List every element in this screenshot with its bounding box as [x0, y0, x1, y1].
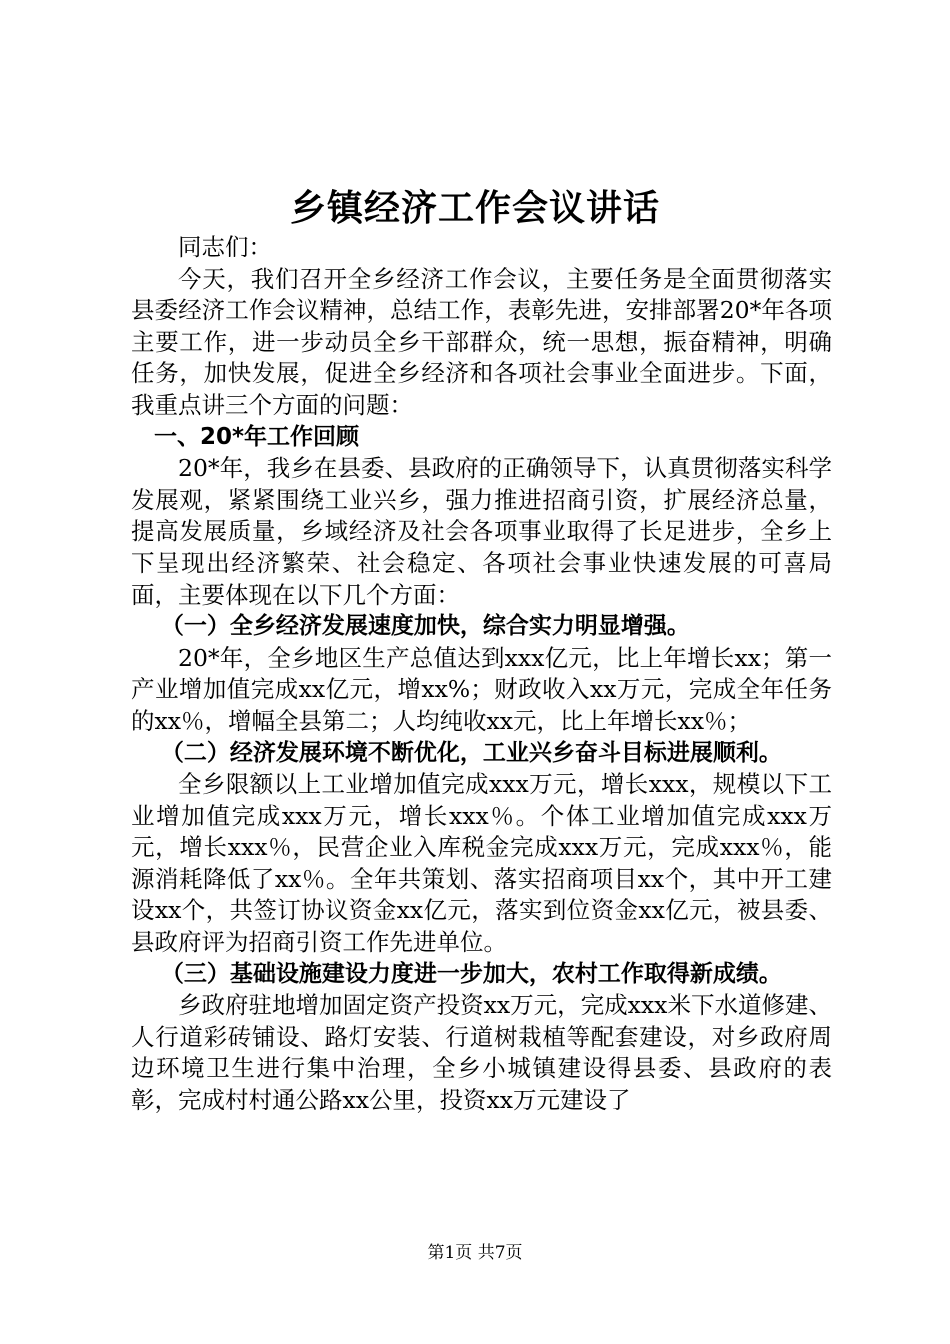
- section-heading: 一、20*年工作回顾: [154, 423, 360, 450]
- subsection-paragraph-3: 乡政府驻地增加固定资产投资xx万元，完成xxx米下水道修建、人行道彩砖铺设、路灯安装、行道树栽植等配套建设，对乡政府周边环境卫生进行集中治理，全乡小城镇建设得县委、县政府的表彰，完成村村通公路xx公里，投资xx万元建设了: [131, 991, 832, 1115]
- subsection-paragraph-1: 20*年，全乡地区生产总值达到xxx亿元，比上年增长xx；第一产业增加值完成xx亿元，增xx%；财政收入xx万元，完成全年任务的xx％，增幅全县第二；人均纯收xx元，比上年增长xx％；: [131, 643, 832, 735]
- salutation: 同志们：: [178, 233, 272, 261]
- subsection-paragraph-2: 全乡限额以上工业增加值完成xxx万元，增长xxx，规模以下工业增加值完成xxx万元，增长xxx％。个体工业增加值完成xxx万元，增长xxx％，民营企业入库税金完成xxx万元，完成xxx％，能源消耗降低了xx％。全年共策划、落实招商项目xx个，其中开工建设xx个，共签订协议资金xx亿元，落实到位资金xx亿元，被县委、县政府评为招商引资工作先进单位。: [131, 770, 832, 957]
- section-intro-paragraph: 20*年，我乡在县委、县政府的正确领导下，认真贯彻落实科学发展观，紧紧围绕工业兴乡，强力推进招商引资，扩展经济总量，提高发展质量，乡域经济及社会各项事业取得了长足进步，全乡上下呈现出经济繁荣、社会稳定、各项社会事业快速发展的可喜局面，主要体现在以下几个方面：: [131, 454, 832, 609]
- intro-paragraph: 今天，我们召开全乡经济工作会议，主要任务是全面贯彻落实县委经济工作会议精神，总结工作，表彰先进，安排部署20*年各项主要工作，进一步动员全乡干部群众，统一思想，振奋精神，明确任务，加快发展，促进全乡经济和各项社会事业全面进步。下面，我重点讲三个方面的问题：: [131, 264, 832, 419]
- page-footer: 第1页 共7页: [427, 1243, 523, 1263]
- document-body: [131, 232, 832, 1117]
- subsection-heading-3: （三）基础设施建设力度进一步加大，农村工作取得新成绩。: [160, 960, 782, 987]
- subsection-heading-2: （二）经济发展环境不断优化，工业兴乡奋斗目标进展顺利。: [160, 739, 782, 766]
- subsection-heading-1: （一）全乡经济发展速度加快，综合实力明显增强。: [160, 613, 690, 640]
- document-title: 乡镇经济工作会议讲话: [289, 187, 660, 229]
